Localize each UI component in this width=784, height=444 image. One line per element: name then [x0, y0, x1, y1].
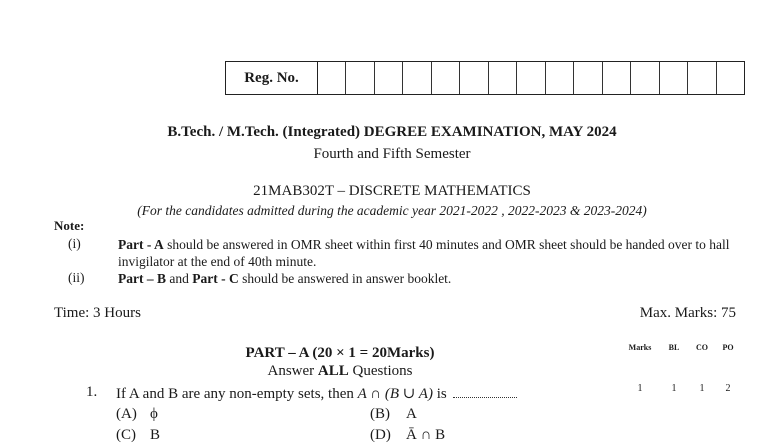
reg-number-cell	[346, 62, 374, 94]
max-marks: Max. Marks: 75	[639, 305, 736, 321]
note-item-2-number: (ii)	[68, 270, 85, 285]
question-1-po: 2	[725, 383, 731, 394]
reg-number-cell	[517, 62, 545, 94]
note-part-b-label: Part – B	[118, 271, 166, 286]
reg-number-cell	[603, 62, 631, 94]
question-1-expression: A ∩ (B ∪ A)	[357, 386, 433, 402]
reg-number-cell	[574, 62, 602, 94]
option-d-value: Ā ∩ B	[406, 427, 446, 443]
option-c-value: B	[150, 427, 161, 443]
note-item-1-number: (i)	[68, 236, 81, 251]
note-item-2-text: should be answered in answer booklet.	[238, 271, 452, 286]
col-marks-header: Marks	[628, 343, 652, 352]
reg-number-box	[225, 61, 745, 95]
reg-number-cell	[717, 62, 744, 94]
note-part-a-label: Part - A	[118, 237, 164, 252]
reg-number-cell	[318, 62, 346, 94]
question-1-co: 1	[699, 383, 705, 394]
question-1-bl: 1	[671, 383, 677, 394]
reg-number-cell	[546, 62, 574, 94]
question-1-lead: If A and B are any non-empty sets, then	[116, 386, 358, 402]
reg-number-label: Reg. No.	[226, 62, 318, 94]
option-d-label: (D)	[370, 427, 391, 443]
course-title: 21MAB302T – DISCRETE MATHEMATICS	[253, 183, 531, 199]
note-and: and	[166, 271, 193, 286]
question-1-marks: 1	[637, 383, 643, 394]
col-po-header: PO	[722, 343, 734, 352]
note-item-2	[118, 270, 451, 287]
reg-number-cell	[460, 62, 488, 94]
question-1-text	[116, 384, 517, 403]
option-c-label: (C)	[116, 427, 136, 443]
part-a-heading: PART – A (20 × 1 = 20Marks)	[245, 345, 435, 361]
option-a-label: (A)	[116, 406, 137, 422]
reg-number-cell	[631, 62, 659, 94]
exam-duration: Time: 3 Hours	[54, 305, 141, 321]
reg-number-cell	[688, 62, 716, 94]
option-a-value: ϕ	[150, 406, 158, 422]
semester: Fourth and Fifth Semester	[313, 146, 471, 162]
reg-number-cell	[403, 62, 431, 94]
reg-number-cell	[375, 62, 403, 94]
note-item-1	[118, 236, 743, 270]
reg-number-cells	[318, 62, 744, 94]
note-heading: Note:	[54, 218, 85, 233]
instruction-prefix: Answer	[267, 363, 318, 379]
exam-title: B.Tech. / M.Tech. (Integrated) DEGREE EXAMINATION, MAY 2024	[167, 124, 617, 140]
col-co-header: CO	[696, 343, 708, 352]
reg-number-cell	[432, 62, 460, 94]
instruction-all: ALL	[317, 363, 349, 379]
part-a-instruction	[0, 363, 680, 380]
instruction-suffix: Questions	[348, 363, 413, 379]
col-bl-header: BL	[668, 343, 680, 352]
option-b-value: A	[406, 406, 417, 422]
note-item-1-text: should be answered in OMR sheet within first 40 minutes and OMR sheet should be handed over to hall invigilator at the end of 40th minute.	[118, 237, 730, 269]
note-part-c-label: Part - C	[192, 271, 239, 286]
reg-number-cell	[489, 62, 517, 94]
question-1-tail: is	[432, 386, 447, 402]
candidates-note: (For the candidates admitted during the academic year 2021-2022 , 2022-2023 & 2023-2024)	[137, 203, 647, 218]
reg-number-cell	[660, 62, 688, 94]
answer-blank	[453, 385, 517, 398]
question-1-number: 1.	[86, 384, 98, 400]
option-b-label: (B)	[370, 406, 390, 422]
